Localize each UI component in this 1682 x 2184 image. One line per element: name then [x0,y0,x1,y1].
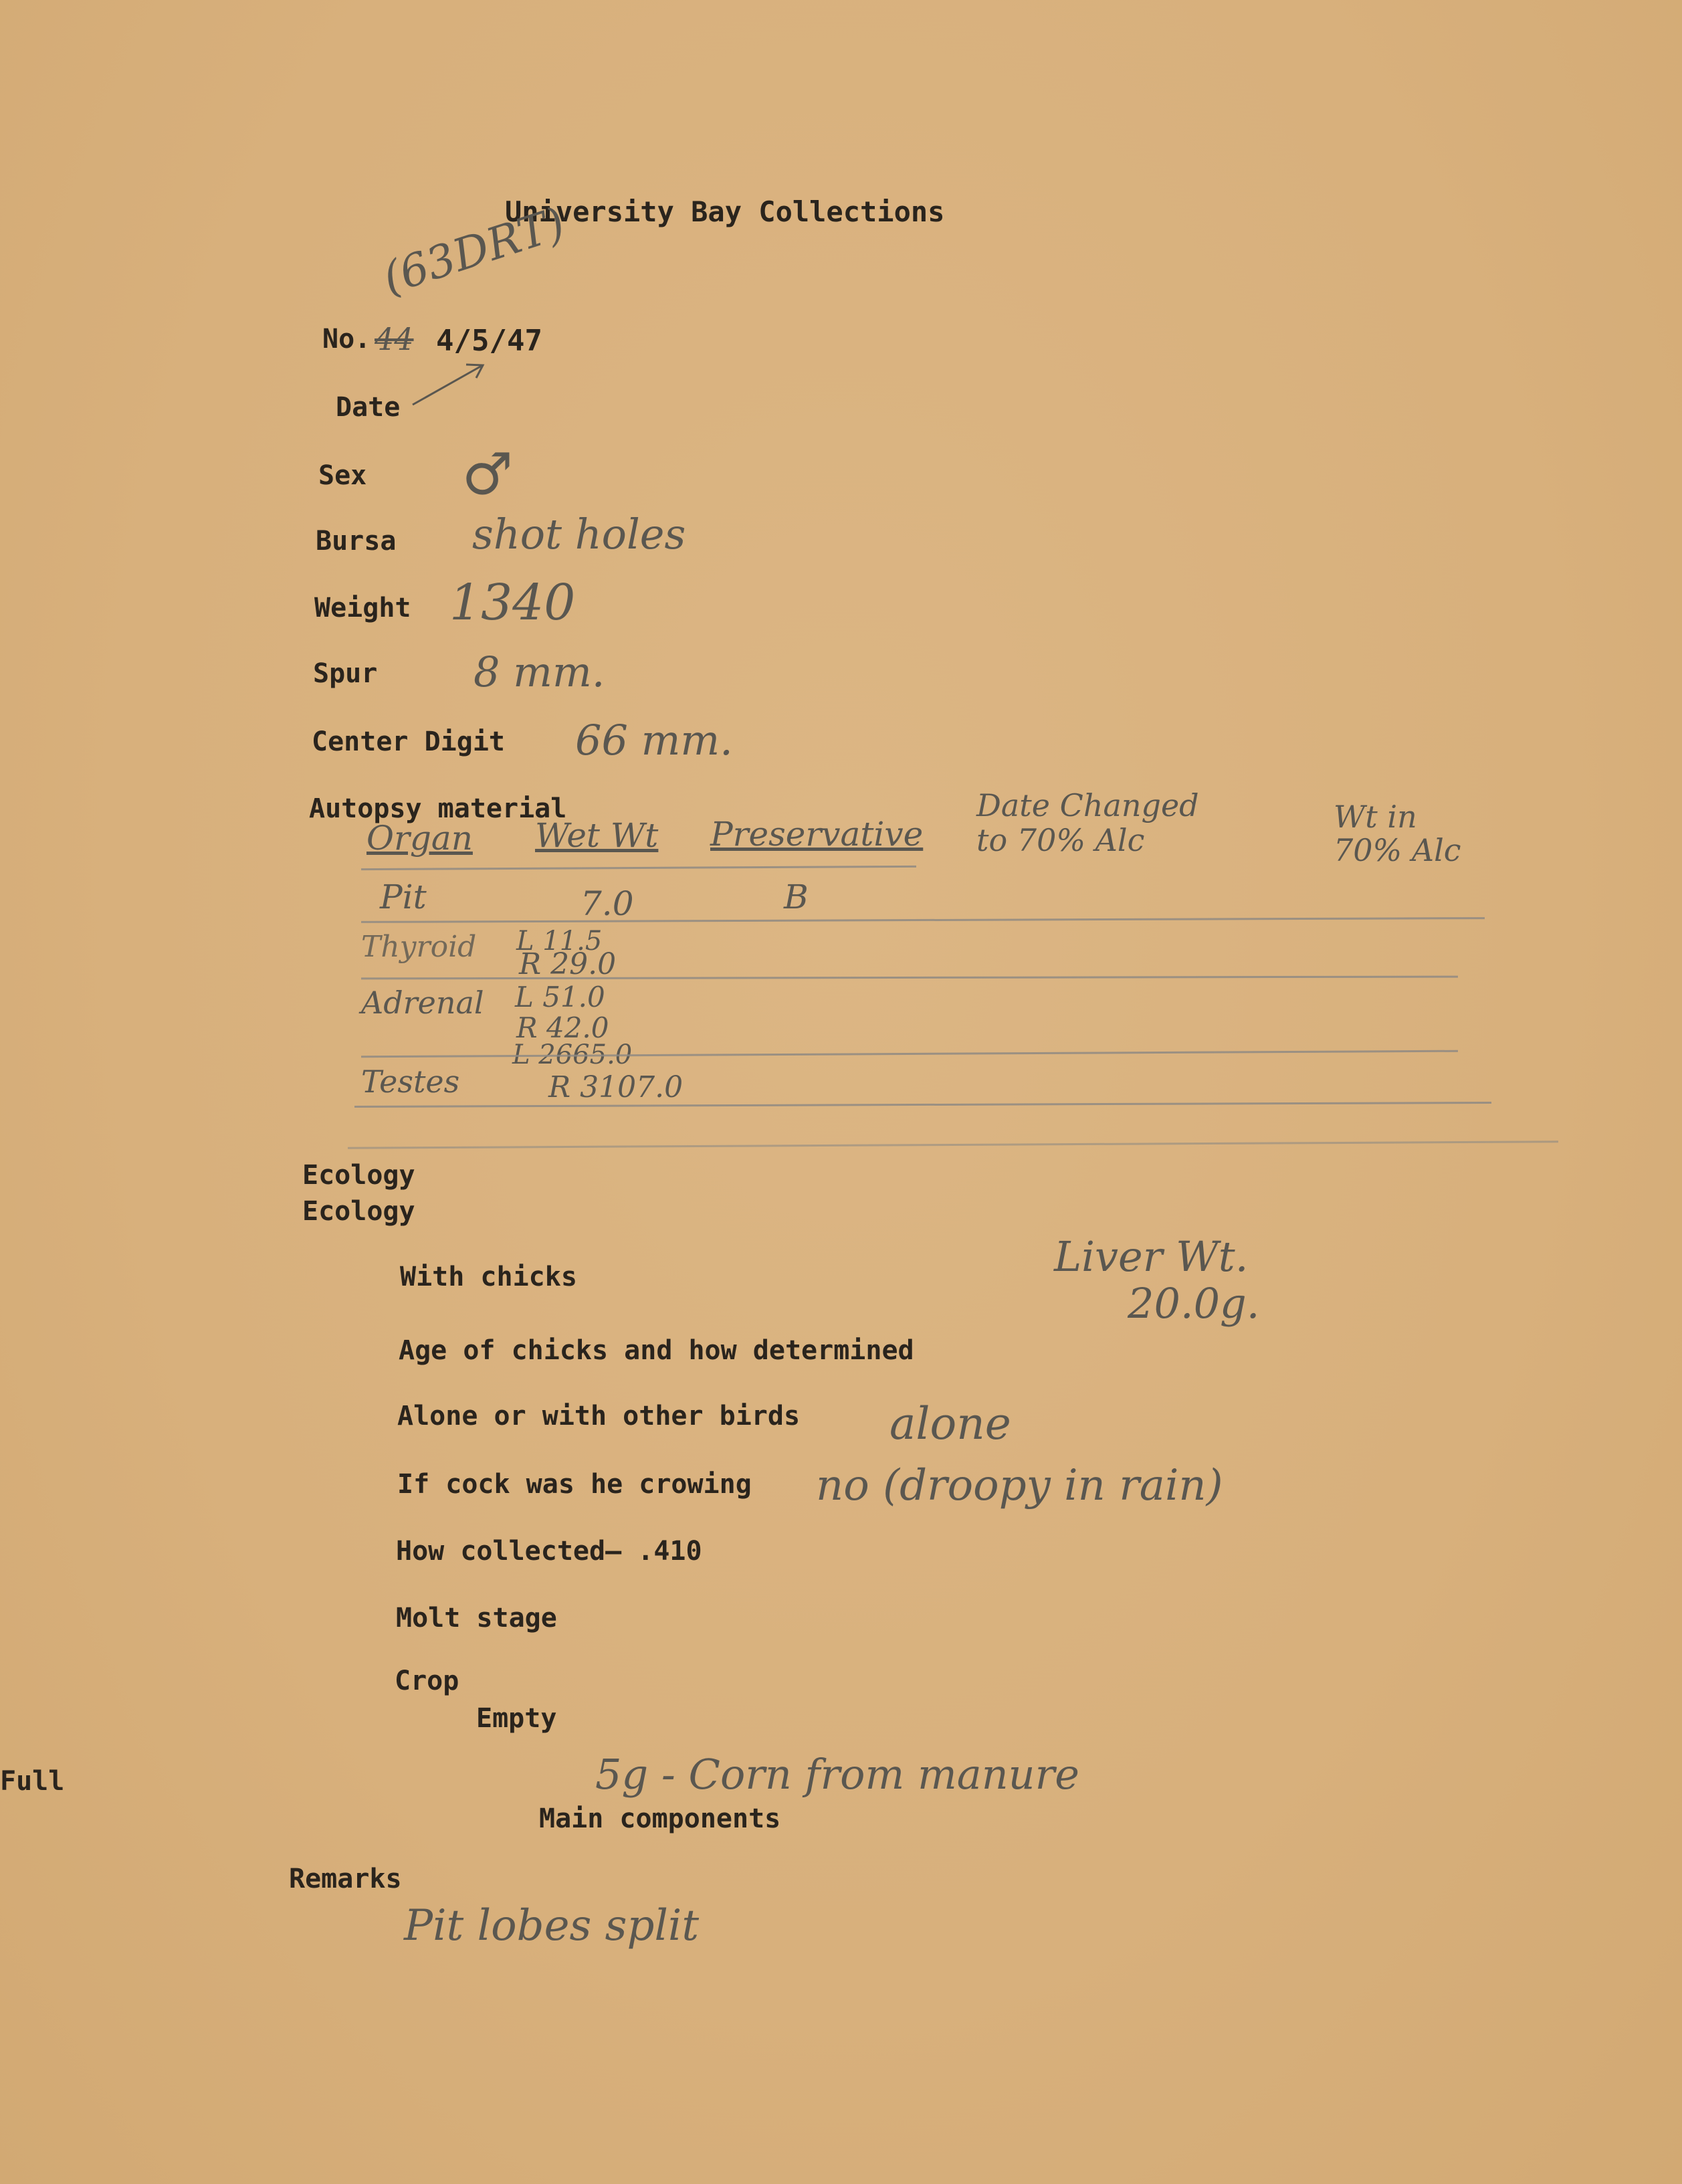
center-digit-label: Center Digit [312,726,505,757]
row-adrenal-organ: Adrenal [361,985,484,1021]
remarks-value: Pit lobes split [404,1901,700,1951]
form-title: University Bay Collections [505,195,945,228]
row-testes-right: R 3107.0 [548,1070,684,1104]
bursa-value: shot holes [472,510,686,559]
row-adrenal-left: L 51.0 [515,981,605,1013]
number-label: No. [322,324,371,355]
molt-stage-label: Molt stage [396,1603,557,1633]
main-components-label: Main components [539,1803,781,1834]
sex-label: Sex [318,460,367,491]
age-of-chicks-label: Age of chicks and how determined [399,1335,914,1366]
autopsy-label: Autopsy material [309,793,567,824]
alone-value: alone [889,1398,1011,1450]
sex-value: ♂ [461,441,514,508]
row-pit-organ: Pit [380,878,427,916]
row-thyroid-right: R 29.0 [519,947,617,981]
spur-value: 8 mm. [474,648,605,696]
weight-label: Weight [314,593,411,623]
header-preservative: Preservative [710,815,924,854]
row-pit-wet: 7.0 [581,884,634,923]
row-testes-left: L 2665.0 [512,1039,633,1070]
row-adrenal-right: R 42.0 [516,1011,609,1044]
weight-value: 1340 [449,574,576,631]
crowing-value: no (droopy in rain) [816,1461,1223,1510]
header-wet-wt: Wet Wt [535,816,659,855]
how-collected-label [396,1536,702,1567]
table-rule [348,1140,1558,1149]
header-date-changed: Date Changed to 70% Alc [976,787,1199,858]
table-rule [361,866,916,870]
table-rule [361,917,1485,923]
liver-weight-label: Liver Wt. [1054,1232,1249,1281]
ecology-label-1: Ecology [302,1160,415,1191]
arrow-icon [409,358,490,411]
how-collected-value: .410 [637,1536,702,1567]
liver-weight-value: 20.0g. [1128,1279,1260,1328]
crowing-label: If cock was he crowing [397,1469,752,1500]
row-testes-organ: Testes [361,1064,460,1100]
row-thyroid-left: L 11.5 [516,926,603,957]
how-collected-label-text: How collected— [396,1536,622,1567]
crop-empty-label: Empty [476,1703,557,1734]
remarks-label: Remarks [289,1864,402,1894]
header-organ: Organ [366,819,473,858]
center-digit-value: 66 mm. [575,716,733,765]
number-new-value: (63DRT) [377,197,572,305]
date-label: Date [336,392,401,423]
row-pit-preservative: B [784,878,809,916]
alone-label: Alone or with other birds [397,1401,801,1431]
typed-date: 4/5/47 [436,324,542,358]
spur-label: Spur [313,658,378,689]
bursa-label: Bursa [316,526,397,557]
number-struck-value: 44 [375,321,414,357]
row-thyroid-organ: Thyroid [361,930,477,964]
table-rule [354,1102,1491,1108]
with-chicks-label: With chicks [400,1262,577,1292]
ecology-label-2: Ecology [302,1196,415,1227]
header-wt-in-alc: Wt in 70% Alc [1334,799,1461,868]
crop-label: Crop [395,1666,459,1696]
crop-full-label: Full [0,1766,65,1797]
crop-full-value: 5g - Corn from manure [595,1750,1079,1799]
